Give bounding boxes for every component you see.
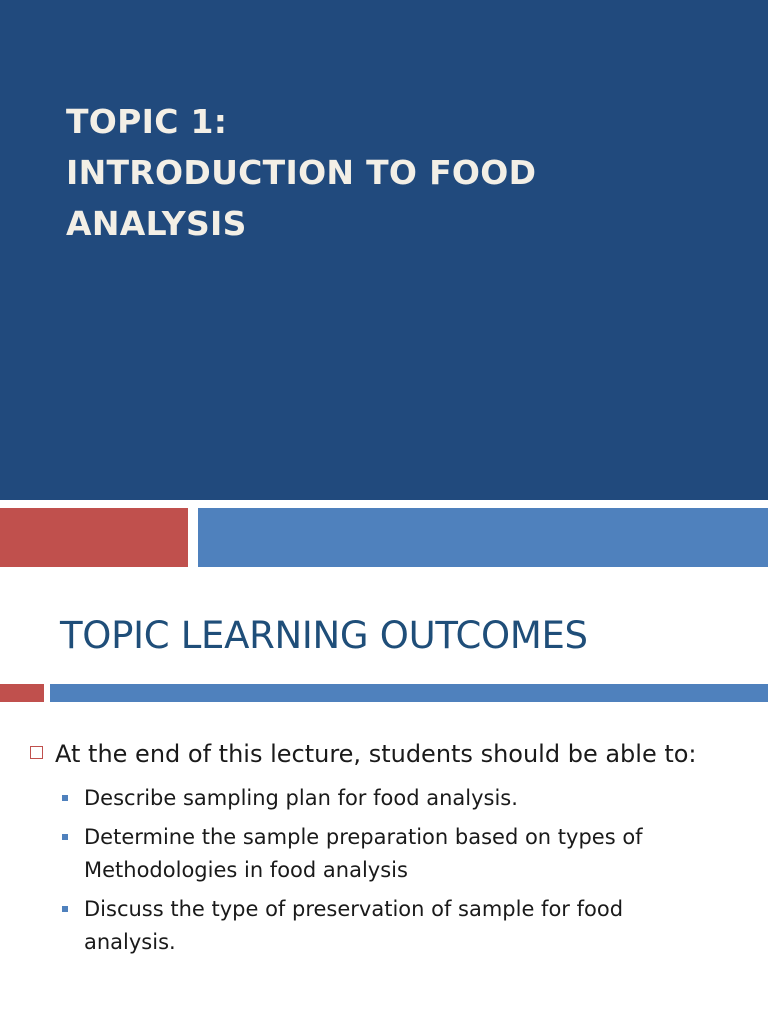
outcome-line-continued: analysis. bbox=[84, 930, 176, 954]
square-bullet-icon bbox=[62, 795, 68, 801]
outcome-line: Discuss the type of preservation of sample for food bbox=[84, 897, 624, 921]
square-bullet-icon bbox=[62, 834, 68, 840]
red-divider-bar bbox=[0, 684, 44, 702]
intro-bullet bbox=[30, 740, 750, 768]
square-bullet-icon bbox=[62, 906, 68, 912]
title-slide-heading bbox=[66, 96, 706, 249]
title-slide-background bbox=[0, 0, 768, 500]
outcome-item bbox=[60, 821, 720, 887]
outcome-item bbox=[60, 893, 720, 959]
outcome-line: Determine the sample preparation based on types of bbox=[84, 825, 643, 849]
blue-accent-bar bbox=[198, 508, 768, 567]
outcome-line: Describe sampling plan for food analysis. bbox=[84, 786, 518, 810]
red-accent-bar bbox=[0, 508, 188, 567]
title-line-2: INTRODUCTION TO FOOD bbox=[66, 153, 537, 192]
title-line-1: TOPIC 1: bbox=[66, 102, 228, 141]
blue-divider-bar bbox=[50, 684, 768, 702]
hollow-square-bullet-icon bbox=[30, 746, 43, 759]
outcome-line-continued: Methodologies in food analysis bbox=[84, 858, 408, 882]
title-line-3: ANALYSIS bbox=[66, 204, 247, 243]
outcome-item bbox=[60, 782, 720, 815]
outcomes-slide-title: TOPIC LEARNING OUTCOMES bbox=[60, 614, 588, 657]
outcome-list bbox=[60, 782, 720, 965]
intro-text: At the end of this lecture, students should be able to: bbox=[55, 740, 697, 768]
